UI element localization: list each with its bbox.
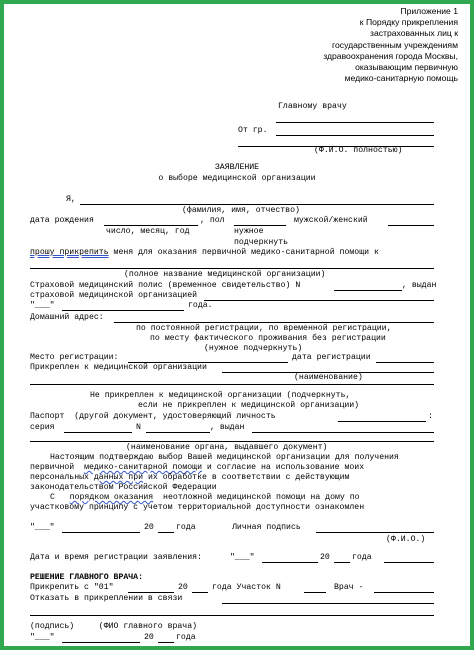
number-field-line[interactable] <box>146 432 210 433</box>
reg-datetime-quote: "___" <box>230 553 255 562</box>
header-line: Приложение 1 <box>400 6 458 16</box>
registration-hint: (нужное подчеркнуть) <box>204 344 303 353</box>
reg-place-label: Место регистрации: <box>30 353 119 362</box>
policy-date-quote: "___" <box>30 301 55 310</box>
sex-field-line[interactable] <box>234 225 286 226</box>
attach-month-line[interactable] <box>128 592 174 593</box>
doctor-label: Врач - <box>334 583 364 592</box>
policy-label: Страховой медицинский полис (временное свидетельство) N <box>30 281 301 290</box>
not-attached-1: Не прикреплен к медицинской организации (подчеркнуть, <box>90 391 351 400</box>
refuse-reason-line[interactable] <box>222 603 434 604</box>
addressee-to: Главному врачу <box>278 102 347 111</box>
document-subtitle: о выборе медицинской организации <box>158 174 316 183</box>
home-1a: С <box>50 493 55 502</box>
sex-options: мужской/женский <box>294 216 368 225</box>
attach-plot-label: года Участок N <box>212 583 281 592</box>
document-title: ЗАЯВЛЕНИЕ <box>214 163 260 172</box>
reg-datetime-year-line[interactable] <box>334 562 350 563</box>
sign-date-line[interactable] <box>62 532 140 533</box>
confirm-line-1: Настоящим подтверждаю выбор Вашей медицинской организации для получения <box>50 453 399 462</box>
sign-year-line[interactable] <box>158 532 174 533</box>
insurer-label: страховой медицинской организацией <box>30 291 198 300</box>
confirm-line-3 <box>30 473 349 483</box>
reg-date-line[interactable] <box>376 362 434 363</box>
issuer-field-line[interactable] <box>30 441 434 442</box>
sign-twenty: 20 <box>144 523 154 532</box>
final-date-line[interactable] <box>62 642 140 643</box>
fio-field-line[interactable] <box>80 204 434 205</box>
passport-doc-line[interactable] <box>338 421 426 422</box>
header-line: застрахованных лиц к <box>370 28 458 39</box>
sign-date-quote: "___" <box>30 523 55 532</box>
issued-field-line[interactable] <box>252 432 434 433</box>
attached-hint: (наименование) <box>294 373 363 382</box>
sex-hint: нужное <box>234 227 264 236</box>
header-line: государственным учреждениям <box>332 39 458 50</box>
header-line: к Порядку прикрепления <box>359 17 458 28</box>
address-field-line[interactable] <box>114 322 434 323</box>
decision-title: РЕШЕНИЕ ГЛАВНОГО ВРАЧА: <box>30 573 144 582</box>
final-twenty: 20 <box>144 633 154 642</box>
reg-datetime-twenty: 20 <box>320 553 330 562</box>
signature-label: Личная подпись <box>232 523 301 532</box>
appendix-header <box>298 6 458 84</box>
reg-date-label: дата регистрации <box>292 353 371 362</box>
fio-caption: (Ф.И.О. полностью) <box>314 146 403 155</box>
attach-year-line[interactable] <box>192 592 208 593</box>
series-label: серия <box>30 423 55 432</box>
policy-issued: , выдан <box>402 281 437 290</box>
series-field-line[interactable] <box>64 432 132 433</box>
confirm-2c: и согласие на использование моих <box>206 463 365 472</box>
dob-label: дата рождения <box>30 216 94 225</box>
insurer-field-line[interactable] <box>204 300 434 301</box>
issuer-hint: (наименование органа, выдавшего документ) <box>126 443 328 452</box>
home-1b: порядком оказания <box>69 493 154 502</box>
sex-hint-2: подчеркнуть <box>234 238 289 247</box>
sex-label: , пол <box>200 216 225 225</box>
reg-datetime-time-line[interactable] <box>384 562 434 563</box>
header-line: медико-санитарную помощь <box>344 73 458 84</box>
request-highlight: прошу прикрепить <box>30 248 109 257</box>
sign-years: года <box>176 523 196 532</box>
reg-datetime-line[interactable] <box>262 562 318 563</box>
signature-fio-hint: (Ф.И.О.) <box>386 535 426 544</box>
attached-label: Прикреплен к медицинской организации <box>30 363 207 372</box>
header-line: оказывающим первичную <box>355 62 458 73</box>
ya-label: Я, <box>66 195 76 204</box>
policy-year: года. <box>188 301 213 310</box>
home-1c: неотложной медицинской помощи на дому по <box>163 493 360 502</box>
reg-datetime-years: года <box>352 553 372 562</box>
registration-option-2: по месту фактического проживания без регистрации <box>150 334 386 343</box>
doctor-field-line[interactable] <box>374 592 434 593</box>
plot-number-line[interactable] <box>304 592 326 593</box>
confirm-line-4: законодательством Российской Федерации <box>30 483 217 492</box>
confirm-2b: медико-санитарной помощи <box>84 463 202 472</box>
confirm-line-2 <box>30 463 364 473</box>
refuse-reason-line-2[interactable] <box>30 615 434 616</box>
attach-twenty: 20 <box>178 583 188 592</box>
policy-number-line[interactable] <box>334 290 402 291</box>
attach-from-label: Прикрепить с "01" <box>30 583 114 592</box>
request-line <box>30 248 379 258</box>
sign-caption: (подпись) (ФИО главного врача) <box>30 622 198 631</box>
org-field-line[interactable] <box>30 268 434 269</box>
request-rest: меня для оказания первичной медико-санитарной помощи к <box>108 248 379 257</box>
from-field-line[interactable] <box>276 135 434 136</box>
final-date-quote: "___" <box>30 633 55 642</box>
fio-hint: (фамилия, имя, отчество) <box>182 206 300 215</box>
issued-label: , выдан <box>210 423 245 432</box>
registration-option-1: по постоянной регистрации, по временной регистрации, <box>136 324 392 333</box>
final-years: года <box>176 633 196 642</box>
dob-hint: число, месяц, год <box>106 227 190 236</box>
reg-datetime-label: Дата и время регистрации заявления: <box>30 553 202 562</box>
confirm-3a: персональных <box>30 473 89 482</box>
addressee-line-1 <box>276 122 434 123</box>
passport-colon: : <box>428 412 433 421</box>
refuse-label: Отказать в прикреплении в связи <box>30 594 183 603</box>
number-label: N <box>136 423 141 432</box>
confirm-3c: их обработке в соответствии с действующим <box>147 473 350 482</box>
signature-line[interactable] <box>316 532 434 533</box>
confirm-2a: первичной <box>30 463 75 472</box>
sex-extra-line[interactable] <box>388 225 434 226</box>
final-year-line[interactable] <box>158 642 174 643</box>
org-hint: (полное название медицинской организации) <box>124 270 326 279</box>
confirm-3b: данных при <box>93 473 144 482</box>
home-line-2: участковому принципу с учетом территориальной доступности ознакомлен <box>30 503 365 512</box>
dob-field-line[interactable] <box>104 225 198 226</box>
addressee-from: От гр. <box>238 126 268 135</box>
header-line: здравоохранения города Москвы, <box>323 50 458 61</box>
document-page <box>4 4 470 646</box>
passport-label: Паспорт (другой документ, удостоверяющий личность <box>30 412 276 421</box>
home-line-1 <box>50 493 360 503</box>
not-attached-2: если не прикреплен к медицинской организации) <box>138 401 360 410</box>
attached-extra-line[interactable] <box>30 384 434 385</box>
policy-date-line[interactable] <box>62 310 184 311</box>
address-label: Домашний адрес: <box>30 313 104 322</box>
